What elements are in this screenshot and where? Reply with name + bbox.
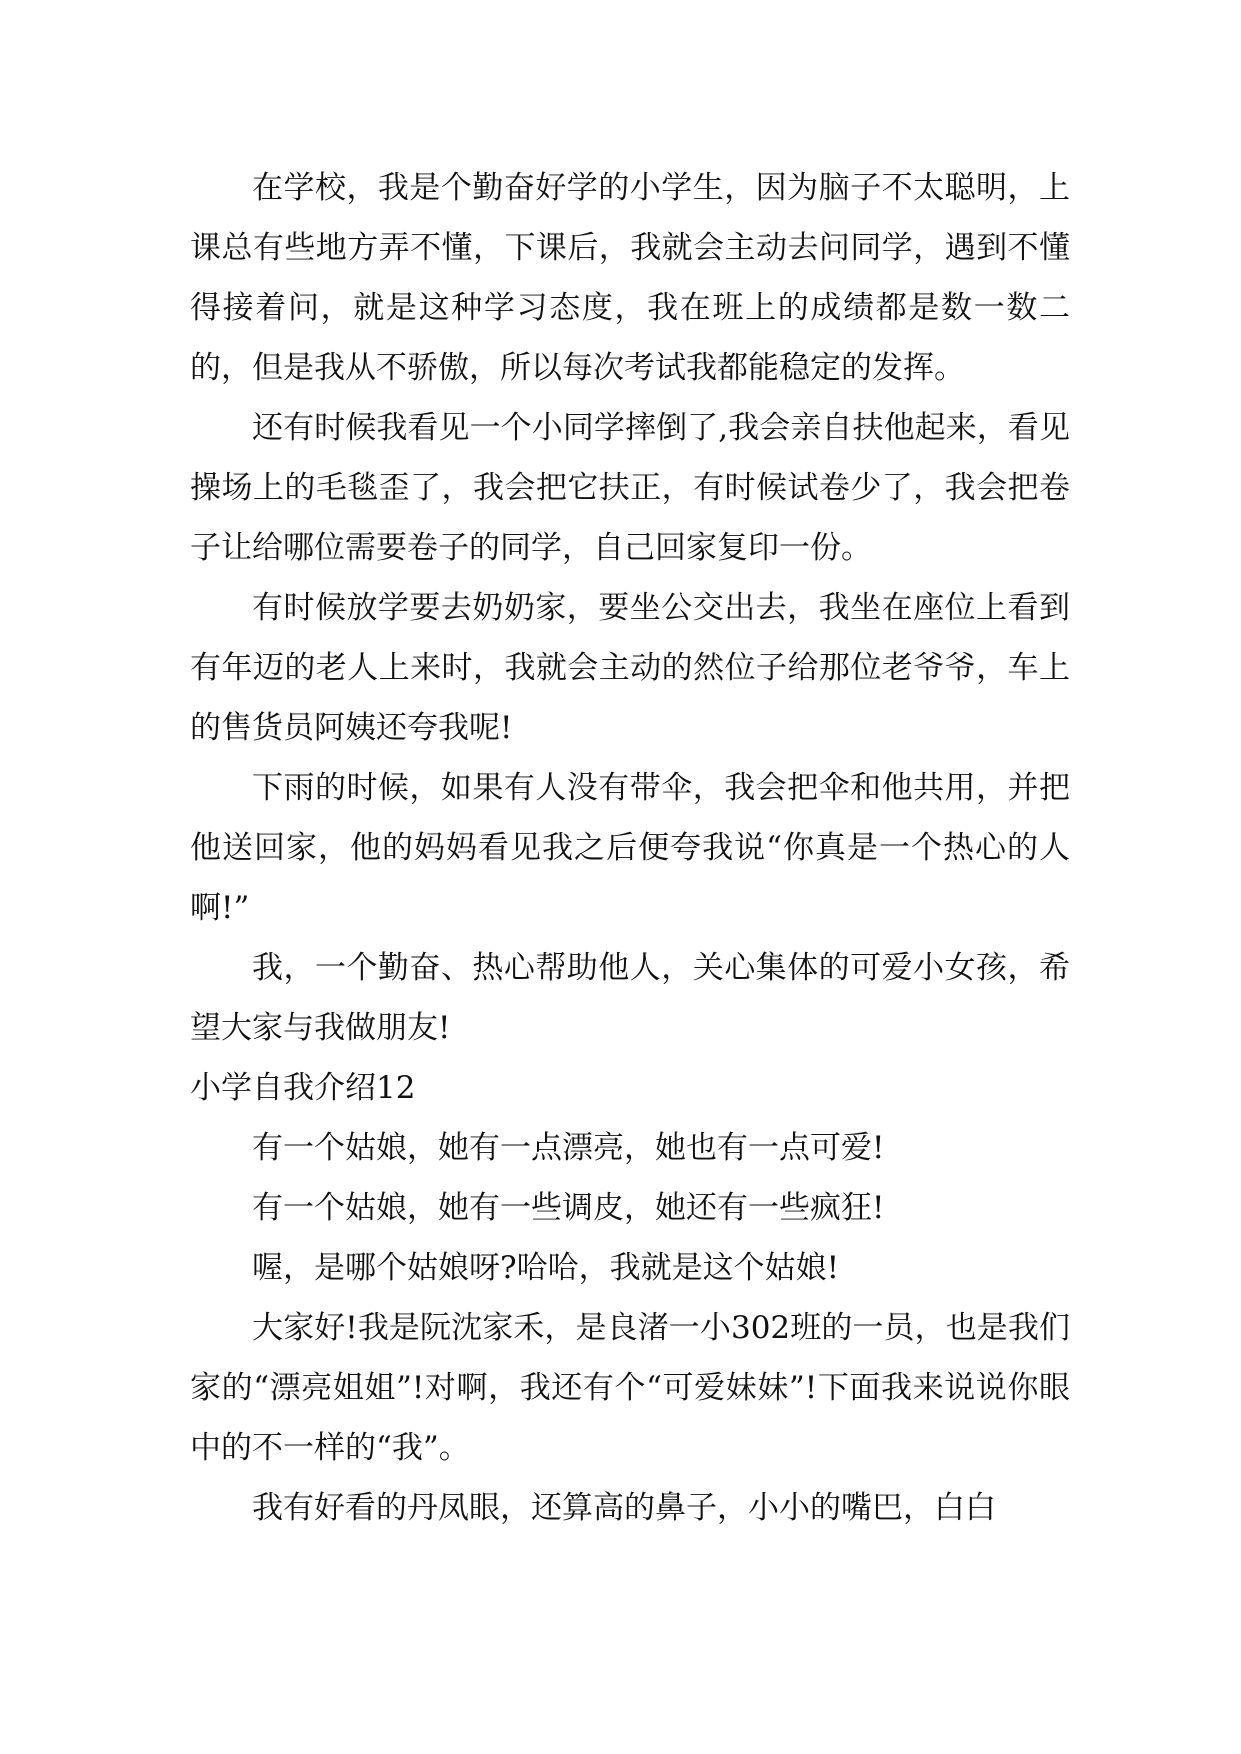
paragraph: 我有好看的丹凤眼，还算高的鼻子，小小的嘴巴，白白 xyxy=(252,1490,996,1526)
paragraph: 有一个姑娘，她有一些调皮，她还有一些疯狂! xyxy=(252,1190,885,1226)
paragraph: 还有时候我看见一个小同学摔倒了,我会亲自扶他起来，看见操场上的毛毯歪了，我会把它扶正，有时候试卷少了，我会把卷子让给哪位需要卷子的同学，自己回家复印一份。 xyxy=(190,410,1070,566)
paragraph: 喔，是哪个姑娘呀?哈哈，我就是这个姑娘! xyxy=(252,1250,840,1286)
paragraph: 我，一个勤奋、热心帮助他人，关心集体的可爱小女孩，希望大家与我做朋友! xyxy=(190,950,1070,1046)
paragraph: 在学校，我是个勤奋好学的小学生，因为脑子不太聪明，上课总有些地方弄不懂，下课后，我就会主动去问同学，遇到不懂得接着问，就是这种学习态度，我在班上的成绩都是数一数二的，但是我从不骄傲，所以每次考试我都能稳定的发挥。 xyxy=(190,170,1070,386)
paragraph: 有时候放学要去奶奶家，要坐公交出去，我坐在座位上看到有年迈的老人上来时，我就会主动的然位子给那位老爷爷，车上的售货员阿姨还夸我呢! xyxy=(190,590,1070,746)
paragraph: 下雨的时候，如果有人没有带伞，我会把伞和他共用，并把他送回家，他的妈妈看见我之后便夸我说“你真是一个热心的人啊!” xyxy=(190,770,1070,926)
paragraph: 大家好!我是阮沈家禾，是良渚一小302班的一员，也是我们家的“漂亮姐姐”!对啊，我还有个“可爱妹妹”!下面我来说说你眼中的不一样的“我”。 xyxy=(190,1310,1070,1466)
section-heading: 小学自我介绍12 xyxy=(190,1070,416,1106)
document-body xyxy=(190,158,1070,1538)
paragraph: 有一个姑娘，她有一点漂亮，她也有一点可爱! xyxy=(252,1130,885,1166)
